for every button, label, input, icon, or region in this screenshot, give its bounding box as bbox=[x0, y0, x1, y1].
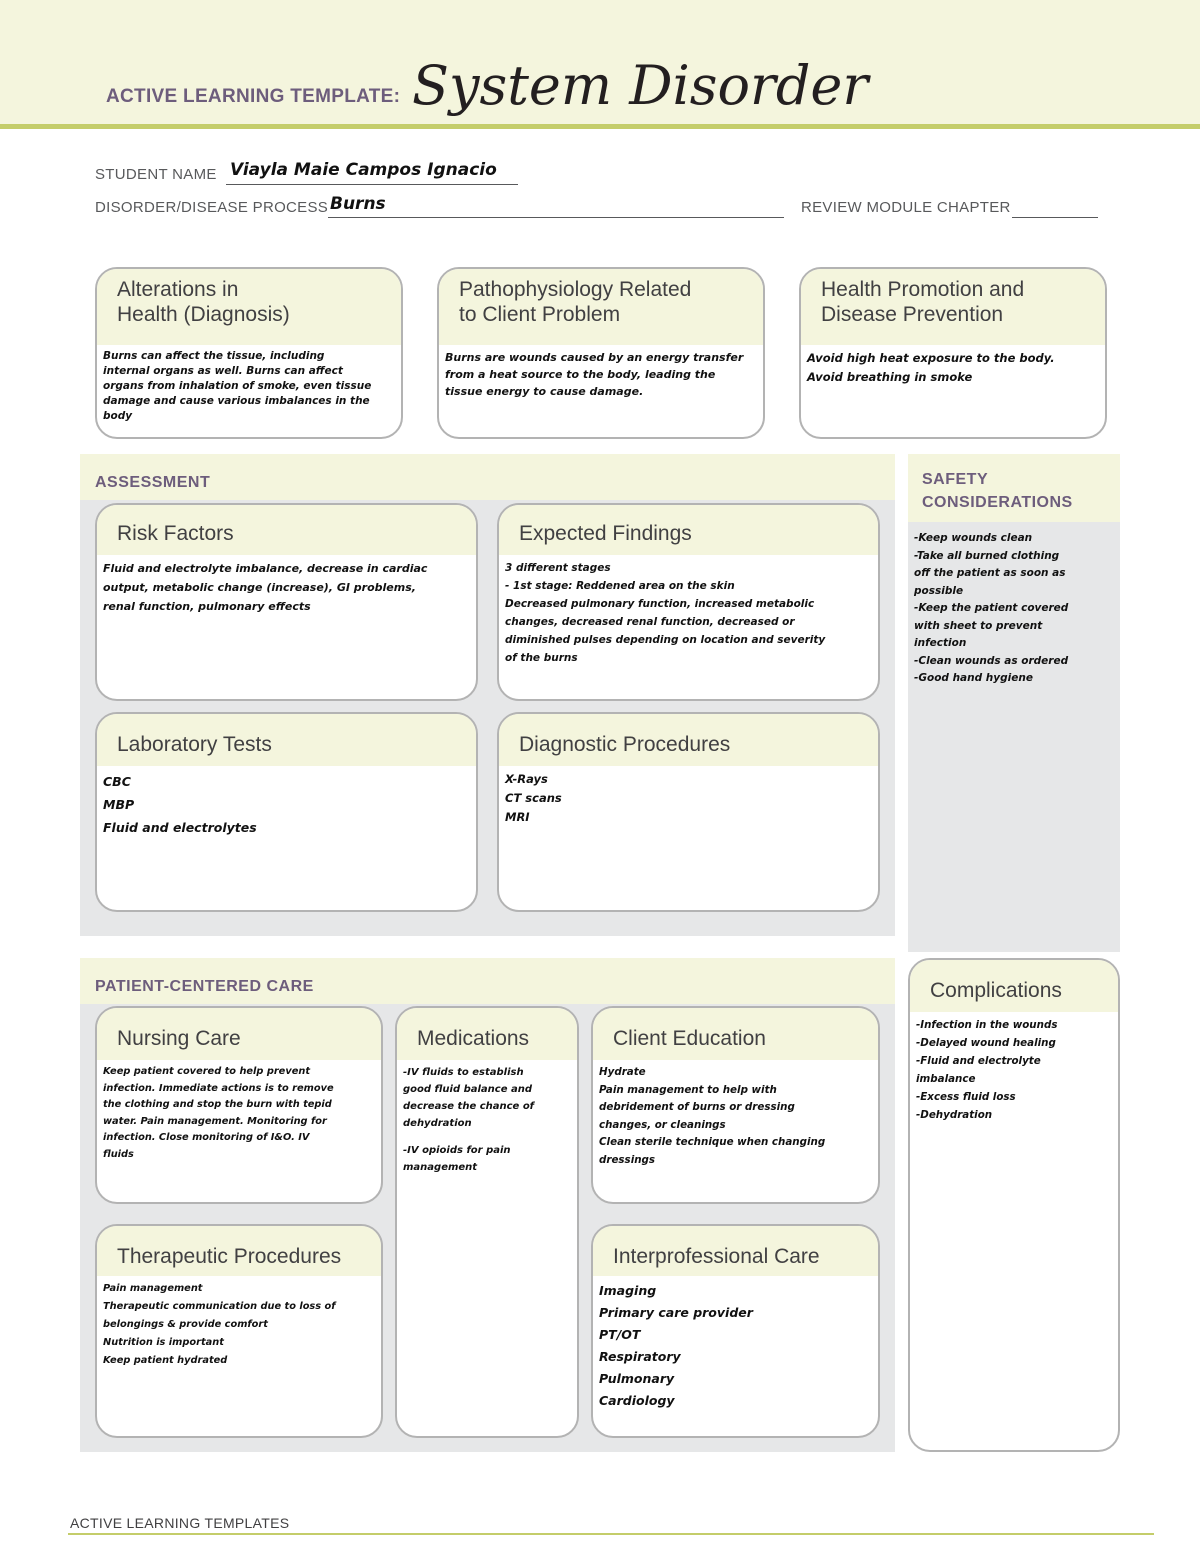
safety-line: -Keep wounds clean bbox=[914, 532, 1033, 544]
medications-spacer bbox=[403, 1132, 571, 1142]
expected-findings-line: of the burns bbox=[505, 652, 578, 664]
pathophysiology-title-line2: to Client Problem bbox=[459, 303, 621, 326]
health-promotion-card bbox=[799, 267, 1107, 439]
expected-findings-line: - 1st stage: Reddened area on the skin bbox=[505, 580, 735, 592]
expected-findings-card bbox=[497, 503, 880, 701]
therapeutic-procedures-line: Keep patient hydrated bbox=[103, 1355, 228, 1366]
nursing-care-title: Nursing Care bbox=[97, 1008, 381, 1060]
therapeutic-procedures-line: belongings & provide comfort bbox=[103, 1319, 268, 1330]
safety-line: off the patient as soon as bbox=[914, 567, 1066, 579]
pathophysiology-title-line1: Pathophysiology Related bbox=[459, 278, 692, 301]
interprofessional-care-line: Cardiology bbox=[599, 1393, 675, 1408]
client-education-line: Clean sterile technique when changing bbox=[599, 1136, 826, 1148]
nursing-care-line: Keep patient covered to help prevent bbox=[103, 1066, 311, 1077]
safety-line: -Keep the patient covered bbox=[914, 602, 1069, 614]
student-name-underline bbox=[226, 184, 518, 185]
expected-findings-line: Decreased pulmonary function, increased metabolic bbox=[505, 598, 815, 610]
interprofessional-care-line: Primary care provider bbox=[599, 1305, 753, 1320]
student-name-label: STUDENT NAME bbox=[95, 166, 217, 183]
alterations-title-line2: Health (Diagnosis) bbox=[117, 303, 290, 326]
interprofessional-care-body[interactable] bbox=[593, 1276, 878, 1416]
safety-considerations-header bbox=[908, 454, 1120, 522]
complications-card bbox=[908, 958, 1120, 1452]
review-module-underline[interactable] bbox=[1012, 217, 1098, 218]
pathophysiology-line: tissue energy to cause damage. bbox=[445, 385, 644, 398]
therapeutic-procedures-card bbox=[95, 1224, 383, 1438]
expected-findings-line: 3 different stages bbox=[505, 562, 611, 574]
interprofessional-care-line: Respiratory bbox=[599, 1349, 681, 1364]
alterations-line: damage and cause various imbalances in the bbox=[103, 395, 370, 407]
disorder-label: DISORDER/DISEASE PROCESS bbox=[95, 199, 329, 216]
laboratory-tests-card bbox=[95, 712, 478, 912]
safety-line: infection bbox=[914, 637, 967, 649]
student-name-value[interactable]: Viayla Maie Campos Ignacio bbox=[230, 160, 497, 180]
interprofessional-care-title: Interprofessional Care bbox=[593, 1226, 878, 1276]
pathophysiology-line: Burns are wounds caused by an energy transfer bbox=[445, 351, 744, 364]
pathophysiology-card bbox=[437, 267, 765, 439]
footer-label: ACTIVE LEARNING TEMPLATES bbox=[70, 1515, 290, 1531]
health-promotion-card-header bbox=[801, 269, 1105, 345]
health-promotion-title-line2: Disease Prevention bbox=[821, 303, 1004, 326]
safety-line: with sheet to prevent bbox=[914, 619, 1043, 632]
complications-body[interactable] bbox=[910, 1012, 1118, 1128]
interprofessional-care-line: PT/OT bbox=[599, 1327, 641, 1342]
client-education-title: Client Education bbox=[593, 1008, 878, 1060]
client-education-card bbox=[591, 1006, 880, 1204]
alterations-card-header bbox=[97, 269, 401, 345]
complications-line: -Dehydration bbox=[916, 1109, 993, 1121]
therapeutic-procedures-body[interactable] bbox=[97, 1276, 381, 1374]
nursing-care-line: fluids bbox=[103, 1148, 134, 1160]
medications-line: dehydration bbox=[403, 1118, 472, 1129]
interprofessional-care-line: Imaging bbox=[599, 1283, 657, 1298]
alterations-line: internal organs as well. Burns can affect bbox=[103, 365, 343, 377]
page-title: System Disorder bbox=[412, 54, 869, 117]
safety-line: -Take all burned clothing bbox=[914, 549, 1060, 562]
review-module-label: REVIEW MODULE CHAPTER bbox=[801, 199, 1011, 216]
client-education-line: dressings bbox=[599, 1153, 656, 1166]
client-education-line: changes, or cleanings bbox=[599, 1118, 726, 1131]
medications-title: Medications bbox=[397, 1008, 577, 1060]
expected-findings-body[interactable] bbox=[499, 555, 878, 671]
client-education-line: debridement of burns or dressing bbox=[599, 1101, 795, 1113]
risk-factors-line: output, metabolic change (increase), GI problems, bbox=[103, 581, 416, 594]
interprofessional-care-card bbox=[591, 1224, 880, 1438]
complications-line: -Infection in the wounds bbox=[916, 1019, 1058, 1031]
safety-line: -Clean wounds as ordered bbox=[914, 654, 1069, 667]
expected-findings-line: changes, decreased renal function, decreased or bbox=[505, 616, 795, 628]
medications-line: -IV fluids to establish bbox=[403, 1067, 524, 1078]
medications-card bbox=[395, 1006, 579, 1438]
safety-title-line2: CONSIDERATIONS bbox=[922, 494, 1073, 511]
safety-considerations-body[interactable] bbox=[908, 522, 1120, 696]
safety-considerations-panel bbox=[908, 454, 1120, 952]
laboratory-tests-line: MBP bbox=[103, 797, 135, 812]
complications-line: imbalance bbox=[916, 1073, 976, 1085]
interprofessional-care-line: Pulmonary bbox=[599, 1371, 675, 1386]
diagnostic-procedures-title: Diagnostic Procedures bbox=[499, 714, 878, 766]
client-education-body[interactable] bbox=[593, 1060, 878, 1173]
alterations-card bbox=[95, 267, 403, 439]
risk-factors-line: Fluid and electrolyte imbalance, decrease in cardiac bbox=[103, 562, 428, 575]
laboratory-tests-title: Laboratory Tests bbox=[97, 714, 476, 766]
therapeutic-procedures-line: Nutrition is important bbox=[103, 1337, 224, 1348]
risk-factors-card bbox=[95, 503, 478, 701]
diagnostic-procedures-card bbox=[497, 712, 880, 912]
pathophysiology-line: from a heat source to the body, leading the bbox=[445, 368, 716, 381]
patient-centered-care-label: PATIENT-CENTERED CARE bbox=[95, 978, 314, 995]
nursing-care-line: water. Pain management. Monitoring for bbox=[103, 1115, 327, 1127]
health-promotion-line: Avoid high heat exposure to the body. bbox=[807, 351, 1055, 365]
health-promotion-title-line1: Health Promotion and bbox=[821, 278, 1025, 301]
complications-line: -Delayed wound healing bbox=[916, 1037, 1056, 1049]
nursing-care-body[interactable] bbox=[97, 1060, 381, 1167]
alterations-body[interactable] bbox=[97, 345, 401, 428]
medications-line: management bbox=[403, 1162, 478, 1173]
therapeutic-procedures-title: Therapeutic Procedures bbox=[97, 1226, 381, 1276]
therapeutic-procedures-line: Therapeutic communication due to loss of bbox=[103, 1301, 336, 1312]
risk-factors-title: Risk Factors bbox=[97, 505, 476, 555]
laboratory-tests-line: CBC bbox=[103, 774, 131, 789]
diagnostic-procedures-line: MRI bbox=[505, 810, 530, 824]
pathophysiology-body[interactable] bbox=[439, 345, 763, 404]
disorder-underline bbox=[328, 217, 784, 218]
laboratory-tests-line: Fluid and electrolytes bbox=[103, 820, 257, 835]
complications-line: -Excess fluid loss bbox=[916, 1091, 1016, 1103]
nursing-care-line: infection. Close monitoring of I&O. IV bbox=[103, 1132, 310, 1143]
complications-line: -Fluid and electrolyte bbox=[916, 1055, 1041, 1067]
alterations-line: body bbox=[103, 410, 133, 422]
disorder-value[interactable]: Burns bbox=[330, 194, 386, 214]
laboratory-tests-body[interactable] bbox=[97, 766, 476, 843]
template-label: ACTIVE LEARNING TEMPLATE: bbox=[106, 86, 401, 107]
pathophysiology-card-header bbox=[439, 269, 763, 345]
therapeutic-procedures-line: Pain management bbox=[103, 1283, 203, 1294]
assessment-label: ASSESSMENT bbox=[95, 474, 211, 491]
diagnostic-procedures-line: X-Rays bbox=[505, 772, 548, 786]
health-promotion-line: Avoid breathing in smoke bbox=[807, 370, 973, 384]
medications-body[interactable] bbox=[397, 1060, 577, 1180]
complications-title: Complications bbox=[910, 960, 1118, 1012]
safety-line: -Good hand hygiene bbox=[914, 672, 1033, 684]
safety-title-line1: SAFETY bbox=[922, 471, 989, 488]
medications-line: good fluid balance and bbox=[403, 1084, 533, 1095]
client-education-line: Hydrate bbox=[599, 1066, 646, 1078]
alterations-line: organs from inhalation of smoke, even tissue bbox=[103, 380, 372, 392]
risk-factors-line: renal function, pulmonary effects bbox=[103, 600, 311, 613]
health-promotion-body[interactable] bbox=[801, 345, 1105, 391]
diagnostic-procedures-line: CT scans bbox=[505, 791, 562, 805]
medications-line: decrease the chance of bbox=[403, 1101, 535, 1112]
expected-findings-title: Expected Findings bbox=[499, 505, 878, 555]
client-education-line: Pain management to help with bbox=[599, 1083, 777, 1096]
diagnostic-procedures-body[interactable] bbox=[499, 766, 878, 831]
medications-line: -IV opioids for pain bbox=[403, 1145, 511, 1156]
alterations-line: Burns can affect the tissue, including bbox=[103, 350, 325, 362]
header-divider bbox=[0, 124, 1200, 129]
nursing-care-card bbox=[95, 1006, 383, 1204]
safety-line: possible bbox=[914, 584, 964, 597]
risk-factors-body[interactable] bbox=[97, 555, 476, 620]
alterations-title-line1: Alterations in bbox=[117, 278, 239, 301]
nursing-care-line: the clothing and stop the burn with tepid bbox=[103, 1099, 332, 1110]
expected-findings-line: diminished pulses depending on location and severity bbox=[505, 634, 826, 646]
footer-divider bbox=[68, 1533, 1154, 1535]
nursing-care-line: infection. Immediate actions is to remove bbox=[103, 1082, 334, 1094]
